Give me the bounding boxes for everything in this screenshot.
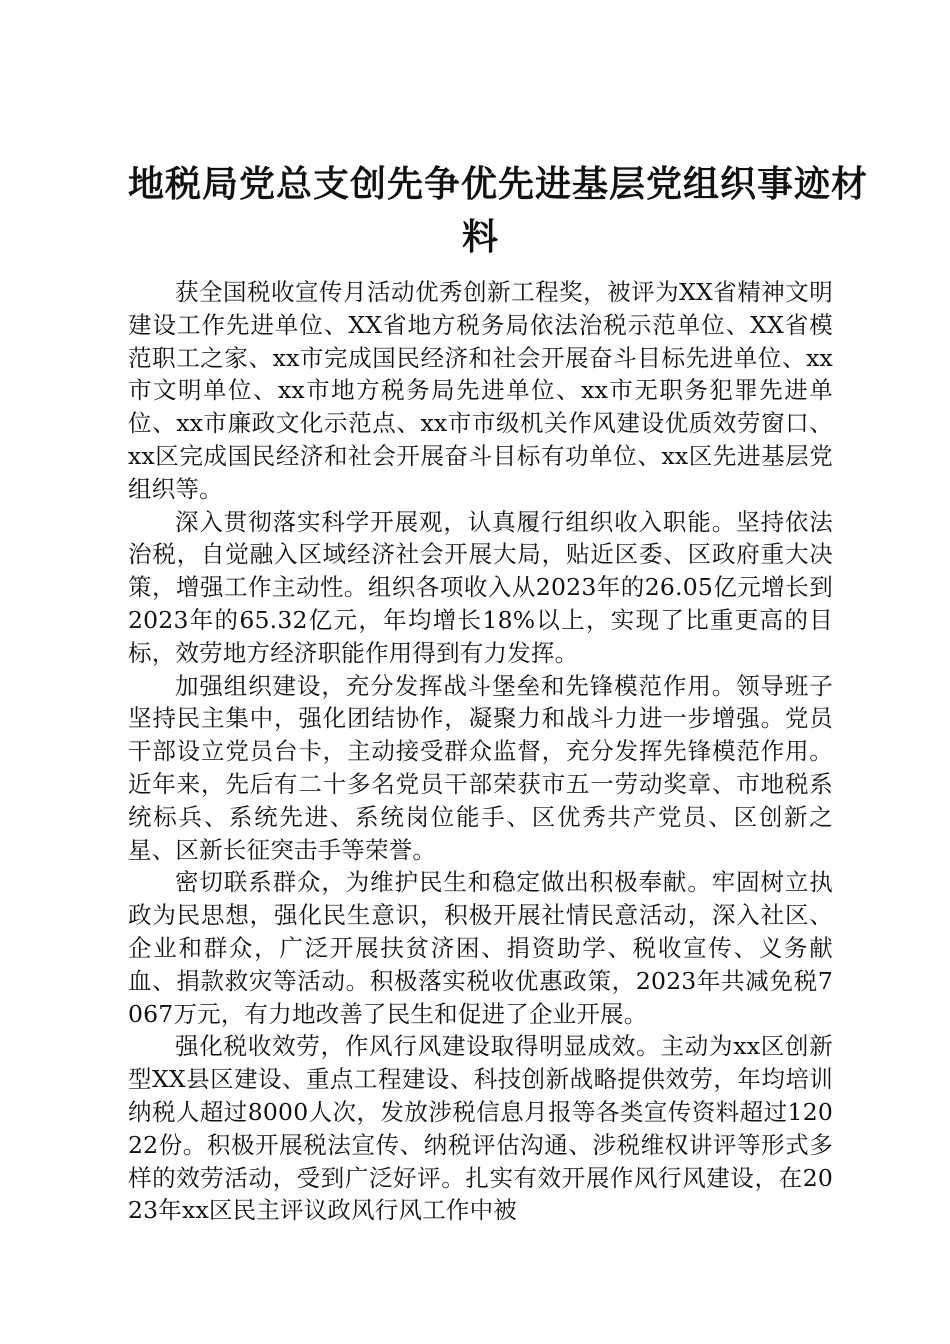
document-body [128,276,833,1227]
paragraph-community: 密切联系群众，为维护民生和稳定做出积极奉献。牢固树立执政为民思想，强化民生意识，积极开展社情民意活动，深入社区、企业和群众，广泛开展扶贫济困、捐资助学、税收宣传、义务献血、捐款救灾等活动。积极落实税收优惠政策，2023年共减免税7067万元，有力地改善了民生和促进了企业开展。 [128,868,833,1028]
paragraph-service: 强化税收效劳，作风行风建设取得明显成效。主动为xx区创新型XX县区建设、重点工程建设、科技创新战略提供效劳，年均培训纳税人超过8000人次，发放涉税信息月报等各类宣传资料超过12022份。积极开展税法宣传、纳税评估沟通、涉税维权讲评等形式多样的效劳活动，受到广泛好评。扎实有效开展作风行风建设，在2023年xx区民主评议政风行风工作中被 [128,1032,833,1225]
document-title-line-2: 料 [461,217,499,258]
document-title [128,158,869,264]
document-title-line-1: 地税局党总支创先争优先进基层党组织事迹材 [128,164,869,205]
paragraph-organization: 加强组织建设，充分发挥战斗堡垒和先锋模范作用。领导班子坚持民主集中，强化团结协作，凝聚力和战斗力进一步增强。党员干部设立党员台卡，主动接受群众监督，充分发挥先锋模范作用。近年来，先后有二十多名党员干部荣获市五一劳动奖章、市地税系统标兵、系统先进、系统岗位能手、区优秀共产党员、区创新之星、区新长征突击手等荣誉。 [128,671,833,864]
document-page [128,158,869,1227]
paragraph-awards: 获全国税收宣传月活动优秀创新工程奖，被评为XX省精神文明建设工作先进单位、XX省地方税务局依法治税示范单位、XX省模范职工之家、xx市完成国民经济和社会开展奋斗目标先进单位、xx市文明单位、xx市地方税务局先进单位、xx市无职务犯罪先进单位、xx市廉政文化示范点、xx市市级机关作风建设优质效劳窗口、xx区完成国民经济和社会开展奋斗目标有功单位、xx区先进基层党组织等。 [128,278,833,503]
paragraph-revenue: 深入贯彻落实科学开展观，认真履行组织收入职能。坚持依法治税，自觉融入区域经济社会开展大局，贴近区委、区政府重大决策，增强工作主动性。组织各项收入从2023年的26.05亿元增长到2023年的65.32亿元，年均增长18%以上，实现了比重更高的目标，效劳地方经济职能作用得到有力发挥。 [128,507,833,667]
